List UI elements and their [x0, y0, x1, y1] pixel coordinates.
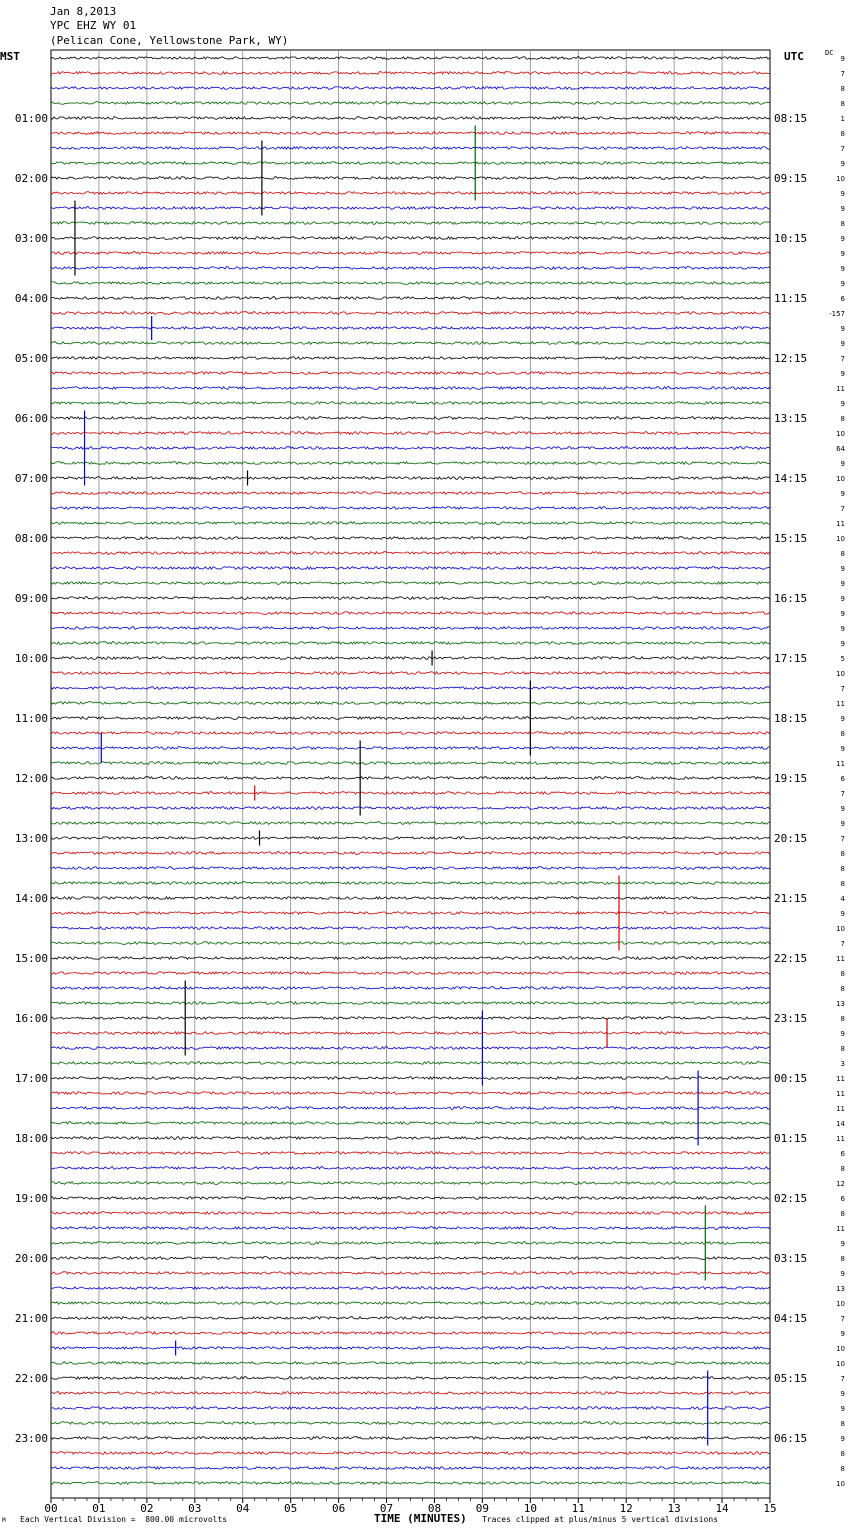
- dc-value: 10: [836, 475, 845, 483]
- dc-value: 6: [840, 295, 845, 303]
- hour-label-mst: 04:00: [14, 292, 48, 305]
- trace-row: [51, 1197, 770, 1200]
- trace-row: [51, 237, 770, 240]
- hour-label-utc: 04:15: [774, 1312, 808, 1325]
- x-axis-title: TIME (MINUTES): [374, 1512, 467, 1525]
- dc-value: 9: [840, 340, 845, 348]
- trace-row: [51, 1407, 770, 1410]
- hour-label-utc: 08:15: [774, 112, 808, 125]
- trace-row: [51, 777, 770, 780]
- hour-label-mst: 08:00: [14, 532, 48, 545]
- hour-label-utc: 09:15: [774, 172, 808, 185]
- hour-label-utc: 11:15: [774, 292, 808, 305]
- trace-row: [51, 162, 770, 165]
- trace-row: [51, 192, 770, 195]
- dc-value: 7: [840, 1375, 845, 1383]
- dc-value: 8: [840, 850, 845, 858]
- hour-label-mst: 23:00: [14, 1432, 48, 1445]
- hour-label-mst: 20:00: [14, 1252, 48, 1265]
- x-tick-label: 05: [284, 1502, 298, 1515]
- dc-value: 8: [840, 1420, 845, 1428]
- dc-value: 9: [840, 820, 845, 828]
- trace-row: [51, 102, 770, 105]
- trace-row: [51, 897, 770, 900]
- hour-label-utc: 19:15: [774, 772, 808, 785]
- dc-value: 9: [840, 715, 845, 723]
- trace-row: [51, 387, 770, 390]
- trace-row: [51, 657, 770, 660]
- dc-value: 8: [840, 220, 845, 228]
- x-tick-label: 04: [236, 1502, 250, 1515]
- dc-value: 7: [840, 145, 845, 153]
- x-tick-label: 01: [92, 1502, 106, 1515]
- hour-label-utc: 17:15: [774, 652, 808, 665]
- dc-value: 11: [836, 760, 845, 768]
- dc-value: 8: [840, 730, 845, 738]
- hour-label-mst: 06:00: [14, 412, 48, 425]
- dc-value: 8: [840, 1210, 845, 1218]
- dc-value: 9: [840, 325, 845, 333]
- hour-label-mst: 15:00: [14, 952, 48, 965]
- trace-row: [51, 1332, 770, 1335]
- trace-row: [51, 1047, 770, 1050]
- trace-row: [51, 1362, 770, 1365]
- trace-row: [51, 1452, 770, 1455]
- hour-label-mst: 17:00: [14, 1072, 48, 1085]
- trace-row: [51, 807, 770, 810]
- trace-row: [51, 372, 770, 375]
- dc-value: 7: [840, 355, 845, 363]
- hour-label-utc: 13:15: [774, 412, 808, 425]
- trace-row: [51, 627, 770, 630]
- dc-value: 9: [840, 1330, 845, 1338]
- dc-value: 13: [836, 1285, 845, 1293]
- dc-value: 3: [840, 1060, 845, 1068]
- trace-row: [51, 147, 770, 150]
- dc-value: 8: [840, 550, 845, 558]
- dc-value: 7: [840, 790, 845, 798]
- trace-row: [51, 252, 770, 255]
- dc-value: 9: [840, 1435, 845, 1443]
- hour-label-utc: 01:15: [774, 1132, 808, 1145]
- trace-row: [51, 1437, 770, 1440]
- hour-label-mst: 22:00: [14, 1372, 48, 1385]
- dc-value: 8: [840, 100, 845, 108]
- trace-row: [51, 942, 770, 945]
- hour-label-utc: 12:15: [774, 352, 808, 365]
- hour-label-utc: 06:15: [774, 1432, 808, 1445]
- hour-label-utc: 14:15: [774, 472, 808, 485]
- hour-label-mst: 11:00: [14, 712, 48, 725]
- trace-row: [51, 1272, 770, 1275]
- footer-mark: M: [2, 1517, 6, 1524]
- trace-row: [51, 477, 770, 480]
- hour-label-utc: 21:15: [774, 892, 808, 905]
- hour-label-mst: 09:00: [14, 592, 48, 605]
- trace-row: [51, 1317, 770, 1320]
- x-tick-label: 14: [715, 1502, 729, 1515]
- x-tick-label: 13: [667, 1502, 681, 1515]
- trace-row: [51, 1347, 770, 1350]
- x-tick-label: 09: [475, 1502, 490, 1515]
- trace-row: [51, 852, 770, 855]
- dc-value: 8: [840, 880, 845, 888]
- hour-label-mst: 10:00: [14, 652, 48, 665]
- trace-row: [51, 1257, 770, 1260]
- x-tick-label: 03: [188, 1502, 202, 1515]
- trace-row: [51, 1002, 770, 1005]
- x-tick-label: 00: [44, 1502, 58, 1515]
- hour-label-mst: 16:00: [14, 1012, 48, 1025]
- dc-value: 9: [840, 580, 845, 588]
- dc-value: 8: [840, 1465, 845, 1473]
- dc-value: 11: [836, 385, 845, 393]
- hour-label-utc: 10:15: [774, 232, 808, 245]
- trace-row: [51, 1167, 770, 1170]
- dc-value: 8: [840, 415, 845, 423]
- x-tick-label: 10: [523, 1502, 537, 1515]
- dc-value: 9: [840, 1390, 845, 1398]
- trace-row: [51, 507, 770, 510]
- trace-row: [51, 1392, 770, 1395]
- dc-value: 7: [840, 505, 845, 513]
- trace-row: [51, 492, 770, 495]
- trace-row: [51, 1017, 770, 1020]
- dc-value: 9: [840, 1405, 845, 1413]
- trace-row: [51, 957, 770, 960]
- dc-value: 9: [840, 55, 845, 63]
- dc-value: 9: [840, 1240, 845, 1248]
- dc-value: 10: [836, 925, 845, 933]
- trace-row: [51, 1032, 770, 1035]
- trace-row: [51, 882, 770, 885]
- dc-value: 8: [840, 865, 845, 873]
- dc-value: 9: [840, 205, 845, 213]
- dc-value: 4: [840, 895, 845, 903]
- hour-label-utc: 02:15: [774, 1192, 808, 1205]
- hour-label-utc: 03:15: [774, 1252, 808, 1265]
- header-station: YPC EHZ WY 01: [50, 19, 137, 32]
- trace-row: [51, 1137, 770, 1140]
- dc-value: 10: [836, 1360, 845, 1368]
- trace-row: [51, 867, 770, 870]
- dc-value: 11: [836, 1135, 845, 1143]
- trace-row: [51, 927, 770, 930]
- hour-label-mst: 12:00: [14, 772, 48, 785]
- trace-row: [51, 1122, 770, 1125]
- trace-row: [51, 1077, 770, 1080]
- trace-row: [51, 207, 770, 210]
- dc-value: 8: [840, 970, 845, 978]
- dc-value: 11: [836, 700, 845, 708]
- trace-row: [51, 582, 770, 585]
- hour-label-mst: 05:00: [14, 352, 48, 365]
- hour-label-utc: 15:15: [774, 532, 808, 545]
- dc-value: 14: [836, 1120, 845, 1128]
- trace-row: [51, 642, 770, 645]
- hour-label-mst: 03:00: [14, 232, 48, 245]
- trace-row: [51, 822, 770, 825]
- trace-row: [51, 1107, 770, 1110]
- hour-label-utc: 05:15: [774, 1372, 808, 1385]
- dc-value: 9: [840, 640, 845, 648]
- hour-label-mst: 21:00: [14, 1312, 48, 1325]
- dc-value: -157: [829, 310, 845, 318]
- trace-row: [51, 177, 770, 180]
- trace-row: [51, 312, 770, 315]
- dc-value: 8: [840, 130, 845, 138]
- x-tick-label: 12: [619, 1502, 633, 1515]
- hour-label-utc: 23:15: [774, 1012, 808, 1025]
- hour-label-mst: 18:00: [14, 1132, 48, 1145]
- trace-row: [51, 972, 770, 975]
- dc-value: 10: [836, 1300, 845, 1308]
- trace-row: [51, 222, 770, 225]
- dc-value: 10: [836, 535, 845, 543]
- dc-value: 8: [840, 1255, 845, 1263]
- trace-row: [51, 762, 770, 765]
- left-axis-title: MST: [0, 50, 20, 63]
- hour-label-utc: 22:15: [774, 952, 808, 965]
- trace-row: [51, 687, 770, 690]
- hour-label-utc: 00:15: [774, 1072, 808, 1085]
- dc-value: 11: [836, 520, 845, 528]
- dc-value: 10: [836, 175, 845, 183]
- dc-value: 9: [840, 595, 845, 603]
- trace-row: [51, 1422, 770, 1425]
- x-tick-label: 07: [379, 1502, 394, 1515]
- dc-value: 9: [840, 805, 845, 813]
- dc-value: 9: [840, 460, 845, 468]
- dc-value: 6: [840, 775, 845, 783]
- trace-row: [51, 402, 770, 405]
- trace-row: [51, 342, 770, 345]
- dc-value: 10: [836, 1480, 845, 1488]
- dc-value: 8: [840, 1045, 845, 1053]
- trace-row: [51, 612, 770, 615]
- trace-row: [51, 327, 770, 330]
- dc-value: 6: [840, 1195, 845, 1203]
- dc-value: 5: [840, 655, 845, 663]
- dc-value: 6: [840, 1150, 845, 1158]
- trace-row: [51, 912, 770, 915]
- dc-value: 8: [840, 1015, 845, 1023]
- hour-label-mst: 02:00: [14, 172, 48, 185]
- footer-clip-note: Traces clipped at plus/minus 5 vertical divisions: [482, 1515, 719, 1524]
- trace-row: [51, 1182, 770, 1185]
- right-axis-title: UTC: [784, 50, 804, 63]
- hour-label-mst: 07:00: [14, 472, 48, 485]
- dc-value: 9: [840, 610, 845, 618]
- header-date: Jan 8,2013: [50, 5, 117, 18]
- trace-row: [51, 72, 770, 75]
- dc-value: 8: [840, 985, 845, 993]
- trace-row: [51, 522, 770, 525]
- trace-row: [51, 1152, 770, 1155]
- trace-row: [51, 552, 770, 555]
- trace-row: [51, 1287, 770, 1290]
- x-tick-label: 08: [427, 1502, 442, 1515]
- dc-value: 9: [840, 190, 845, 198]
- dc-value: 9: [840, 370, 845, 378]
- trace-row: [51, 747, 770, 750]
- trace-row: [51, 57, 770, 60]
- trace-row: [51, 297, 770, 300]
- dc-value: 9: [840, 565, 845, 573]
- dc-value: 11: [836, 1105, 845, 1113]
- trace-row: [51, 717, 770, 720]
- dc-value: 9: [840, 625, 845, 633]
- trace-row: [51, 447, 770, 450]
- dc-value: 9: [840, 910, 845, 918]
- footer-scale: Each Vertical Division = 800.00 microvolts: [20, 1515, 228, 1524]
- trace-row: [51, 597, 770, 600]
- trace-row: [51, 417, 770, 420]
- trace-row: [51, 282, 770, 285]
- x-tick-label: 02: [140, 1502, 154, 1515]
- dc-value: 9: [840, 235, 845, 243]
- trace-row: [51, 702, 770, 705]
- trace-row: [51, 672, 770, 675]
- trace-row: [51, 1212, 770, 1215]
- dc-value: 11: [836, 1075, 845, 1083]
- x-tick-label: 11: [571, 1502, 585, 1515]
- trace-row: [51, 1377, 770, 1380]
- dc-value: 9: [840, 265, 845, 273]
- dc-value: 9: [840, 280, 845, 288]
- trace-row: [51, 792, 770, 795]
- trace-row: [51, 567, 770, 570]
- trace-row: [51, 267, 770, 270]
- header-location: (Pelican Cone, Yellowstone Park, WY): [50, 34, 289, 47]
- trace-row: [51, 1482, 770, 1485]
- x-tick-label: 15: [763, 1502, 777, 1515]
- trace-row: [51, 462, 770, 465]
- dc-value: 10: [836, 430, 845, 438]
- dc-value: 9: [840, 745, 845, 753]
- dc-value: 9: [840, 490, 845, 498]
- dc-value: 11: [836, 1225, 845, 1233]
- dc-value: 11: [836, 1090, 845, 1098]
- dc-value: 7: [840, 835, 845, 843]
- dc-value: 1: [840, 115, 845, 123]
- trace-row: [51, 1467, 770, 1470]
- trace-row: [51, 1242, 770, 1245]
- dc-value: 8: [840, 1165, 845, 1173]
- trace-row: [51, 1302, 770, 1305]
- hour-label-utc: 16:15: [774, 592, 808, 605]
- trace-row: [51, 132, 770, 135]
- dc-value: 7: [840, 70, 845, 78]
- dc-value: 10: [836, 1345, 845, 1353]
- dc-column-title: DC: [825, 49, 834, 57]
- dc-value: 9: [840, 400, 845, 408]
- dc-value: 7: [840, 940, 845, 948]
- trace-row: [51, 537, 770, 540]
- dc-value: 7: [840, 685, 845, 693]
- trace-row: [51, 432, 770, 435]
- x-tick-label: 06: [331, 1502, 346, 1515]
- trace-row: [51, 837, 770, 840]
- trace-row: [51, 1092, 770, 1095]
- dc-value: 8: [840, 85, 845, 93]
- dc-value: 13: [836, 1000, 845, 1008]
- hour-label-mst: 19:00: [14, 1192, 48, 1205]
- hour-label-mst: 01:00: [14, 112, 48, 125]
- dc-value: 10: [836, 670, 845, 678]
- trace-row: [51, 357, 770, 360]
- trace-row: [51, 1227, 770, 1230]
- dc-value: 9: [840, 1030, 845, 1038]
- trace-row: [51, 732, 770, 735]
- hour-label-utc: 20:15: [774, 832, 808, 845]
- trace-row: [51, 117, 770, 120]
- dc-value: 8: [840, 1450, 845, 1458]
- dc-value: 9: [840, 250, 845, 258]
- dc-value: 12: [836, 1180, 845, 1188]
- hour-label-mst: 13:00: [14, 832, 48, 845]
- hour-label-mst: 14:00: [14, 892, 48, 905]
- dc-value: 11: [836, 955, 845, 963]
- trace-row: [51, 87, 770, 90]
- dc-value: 9: [840, 160, 845, 168]
- hour-label-utc: 18:15: [774, 712, 808, 725]
- dc-value: 64: [836, 445, 845, 453]
- dc-value: 7: [840, 1315, 845, 1323]
- dc-value: 9: [840, 1270, 845, 1278]
- trace-row: [51, 987, 770, 990]
- trace-row: [51, 1062, 770, 1065]
